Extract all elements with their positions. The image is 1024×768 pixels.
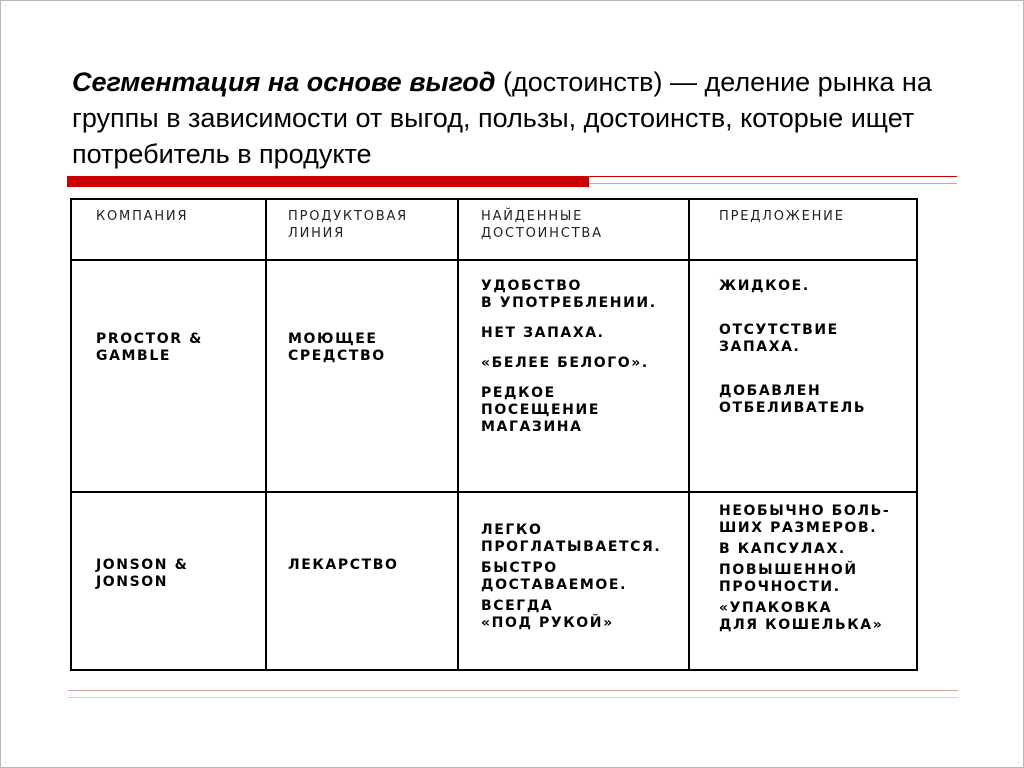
benefit-item: НЕТ ЗАПАХА. [481,325,605,341]
benefit-item: «БЕЛЕЕ БЕЛОГО». [481,355,649,371]
row1-product: МОЮЩЕЕ СРЕДСТВО [288,331,386,364]
offer-item: ПОВЫШЕННОЙ ПРОЧНОСТИ. [719,562,858,595]
red-divider [67,176,589,187]
row2-product: ЛЕКАРСТВО [288,557,399,573]
row2-company: JONSON & JONSON [96,557,189,590]
row1-company: PROCTOR & GAMBLE [96,331,203,364]
row2-offers [719,503,890,634]
benefits-table [70,198,918,671]
offer-item: ОТСУТСТВИЕ ЗАПАХА. [719,322,839,355]
benefit-item: ВСЕГДА «ПОД РУКОЙ» [481,598,614,631]
offer-item: НЕОБЫЧНО БОЛЬ- ШИХ РАЗМЕРОВ. [719,503,891,536]
row-divider [72,491,916,493]
offer-item: ДОБАВЛЕН ОТБЕЛИВАТЕЛЬ [719,383,867,416]
benefit-item: БЫСТРО ДОСТАВАЕМОЕ. [481,560,628,593]
benefit-item: РЕДКОЕ ПОСЕЩЕНИЕ МАГАЗИНА [481,385,600,435]
footer-divider [68,690,958,691]
offer-item: В КАПСУЛАХ. [719,541,846,557]
benefit-item: УДОБСТВО В УПОТРЕБЛЕНИИ. [481,278,657,311]
header-product-line: ПРОДУКТОВАЯ ЛИНИЯ [288,209,408,241]
row1-benefits [481,278,657,436]
benefit-item: ЛЕГКО ПРОГЛАТЫВАЕТСЯ. [481,522,662,555]
header-company: КОМПАНИЯ [96,209,189,224]
col-divider [457,200,459,669]
row2-benefits [481,522,661,632]
thin-divider-top [589,176,957,177]
row1-offers [719,278,866,417]
offer-item: ЖИДКОЕ. [719,278,810,294]
col-divider [265,200,267,669]
title-rest: (достоинств) — деление рынка на группы в зависимости от выгод, пользы, достоинств, которые ищет потребитель в продукте [72,67,932,169]
offer-item: «УПАКОВКА ДЛЯ КОШЕЛЬКА» [719,600,884,633]
thin-divider-bottom [589,183,957,184]
header-benefits: НАЙДЕННЫЕ ДОСТОИНСТВА [481,209,603,241]
header-offer: ПРЕДЛОЖЕНИЕ [719,209,845,224]
row-divider [72,259,916,261]
col-divider [688,200,690,669]
footer-divider [68,697,958,698]
slide-title [72,64,962,172]
title-bold: Сегментация на основе выгод [72,67,496,97]
